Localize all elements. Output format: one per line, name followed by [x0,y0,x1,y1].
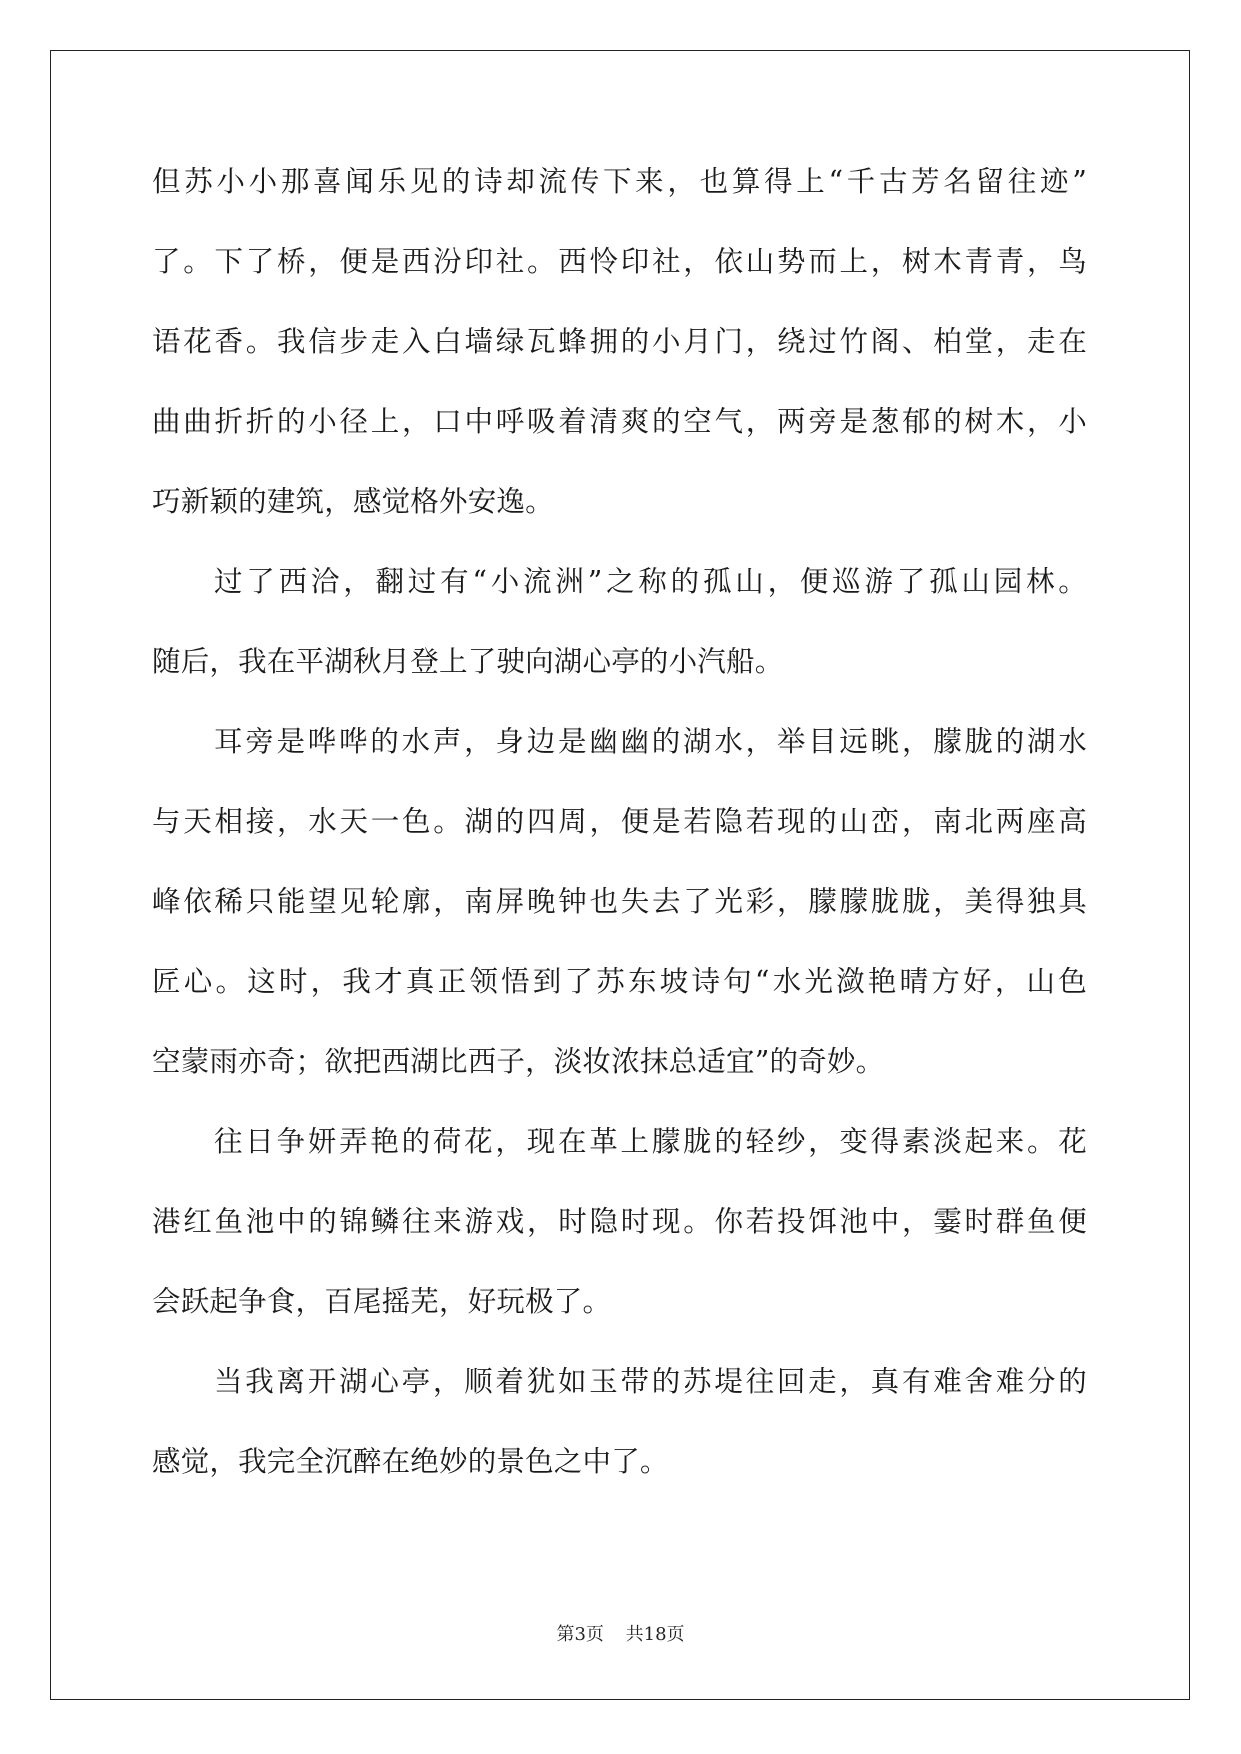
paragraph-first-line: 耳旁是哗哗的水声，身边是幽幽的湖水，举目远眺，朦胧的湖水 [214,725,1087,758]
text-line: 港红鱼池中的锦鳞往来游戏，时隐时现。你若投饵池中，霎时群鱼便 [152,1205,1087,1238]
text-line: 匠心。这时，我才真正领悟到了苏东坡诗句“水光潋艳晴方好，山色 [152,965,1087,998]
text-line: 了。下了桥，便是西汾印社。西怜印社，依山势而上，树木青青，鸟 [152,245,1087,278]
text-line: 峰依稀只能望见轮廓，南屏晚钟也失去了光彩，朦朦胧胧，美得独具 [152,885,1087,918]
page-footer [0,1620,1241,1646]
text-line: 感觉，我完全沉醉在绝妙的景色之中了。 [152,1445,669,1478]
text-line: 空蒙雨亦奇；欲把西湖比西子，淡妆浓抹总适宜”的奇妙。 [152,1045,885,1078]
text-line: 但苏小小那喜闻乐见的诗却流传下来，也算得上“千古芳名留往迹” [152,165,1087,198]
text-line: 与天相接，水天一色。湖的四周，便是若隐若现的山峦，南北两座高 [152,805,1087,838]
paragraph-first-line: 往日争妍弄艳的荷花，现在革上朦胧的轻纱，变得素淡起来。花 [214,1125,1087,1158]
paragraph-first-line: 当我离开湖心亭，顺着犹如玉带的苏堤往回走，真有难舍难分的 [214,1365,1087,1398]
text-line: 曲曲折折的小径上，口中呼吸着清爽的空气，两旁是葱郁的树木，小 [152,405,1087,438]
page-total: 共18页 [625,1624,685,1645]
text-line: 会跃起争食，百尾摇芜，好玩极了。 [152,1285,612,1318]
paragraph-first-line: 过了西洽，翻过有“小流洲”之称的孤山，便巡游了孤山园林。 [214,565,1087,598]
text-line: 随后，我在平湖秋月登上了驶向湖心亭的小汽船。 [152,645,784,678]
document-body [152,155,1087,1515]
text-line: 巧新颖的建筑，感觉格外安逸。 [152,485,554,518]
text-line: 语花香。我信步走入白墙绿瓦蜂拥的小月门，绕过竹阁、柏堂，走在 [152,325,1087,358]
page-number: 第3页 [556,1624,604,1645]
